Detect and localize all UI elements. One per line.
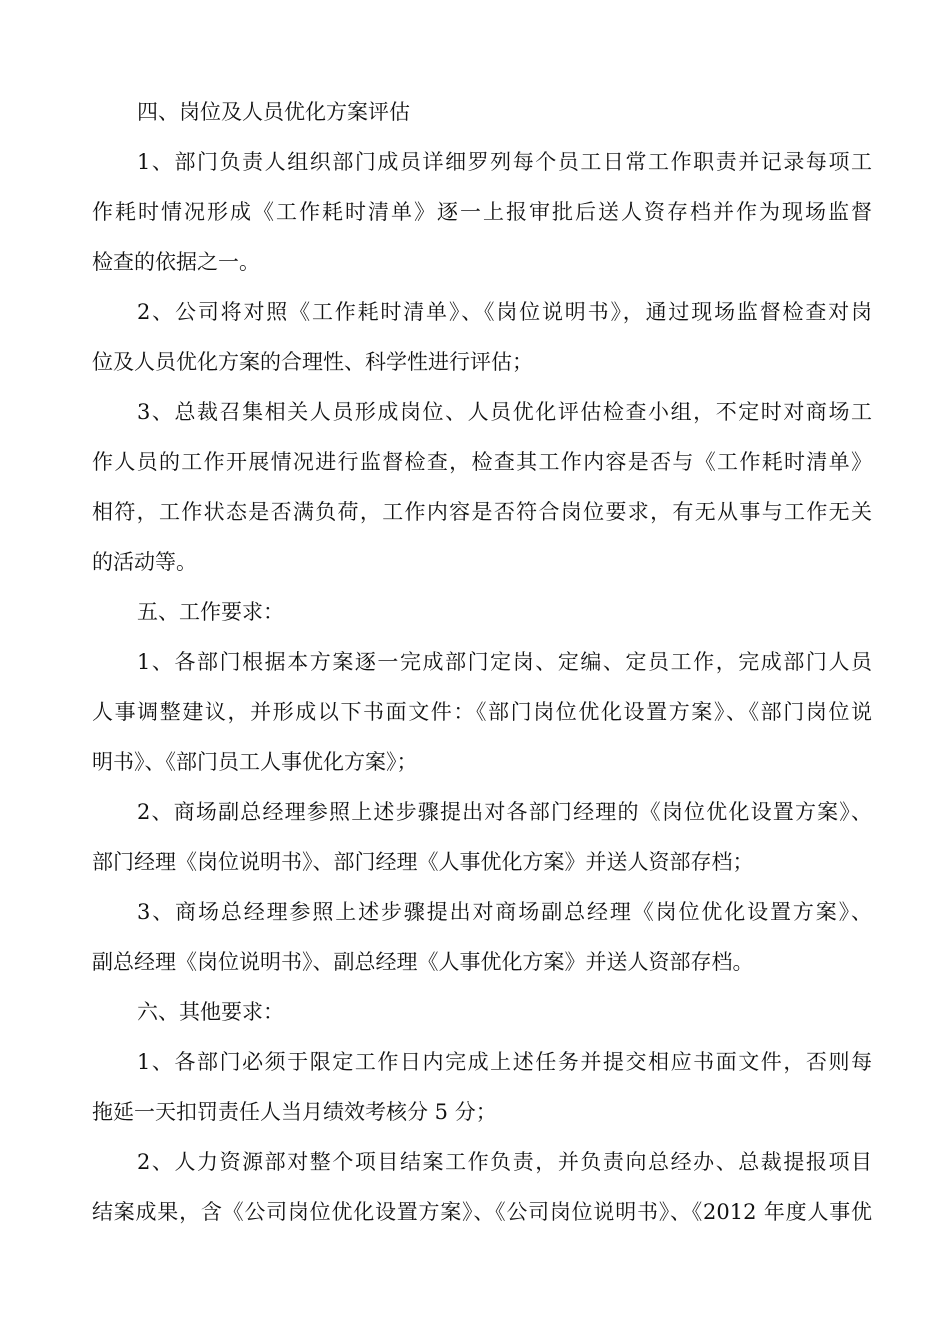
section-heading-5: 五、工作要求： <box>137 600 284 624</box>
paragraph-line: 人事调整建议，并形成以下书面文件：《部门岗位优化设置方案》、《部门岗位说 <box>92 700 872 724</box>
paragraph-line: 3、商场总经理参照上述步骤提出对商场副总经理《岗位优化设置方案》、 <box>137 900 872 924</box>
paragraph-line: 明书》、《部门员工人事优化方案》； <box>92 750 418 774</box>
section-heading-4: 四、岗位及人员优化方案评估 <box>137 100 410 124</box>
paragraph-line: 结案成果，含《公司岗位优化设置方案》、《公司岗位说明书》、《2012 年度人事优 <box>92 1200 872 1224</box>
paragraph-line: 相符，工作状态是否满负荷，工作内容是否符合岗位要求，有无从事与工作无关 <box>92 500 872 524</box>
paragraph-line: 检查的依据之一。 <box>92 250 260 274</box>
paragraph-line: 的活动等。 <box>92 550 197 574</box>
paragraph-line: 3、总裁召集相关人员形成岗位、人员优化评估检查小组，不定时对商场工 <box>137 400 872 424</box>
paragraph-line: 2、人力资源部对整个项目结案工作负责，并负责向总经办、总裁提报项目 <box>137 1150 872 1174</box>
paragraph-line: 1、部门负责人组织部门成员详细罗列每个员工日常工作职责并记录每项工 <box>137 150 872 174</box>
paragraph-line: 位及人员优化方案的合理性、科学性进行评估； <box>92 350 533 374</box>
paragraph-line: 作耗时情况形成《工作耗时清单》逐一上报审批后送人资存档并作为现场监督 <box>92 200 872 224</box>
paragraph-line: 作人员的工作开展情况进行监督检查，检查其工作内容是否与《工作耗时清单》 <box>92 450 872 474</box>
paragraph-line: 1、各部门必须于限定工作日内完成上述任务并提交相应书面文件，否则每 <box>137 1050 872 1074</box>
section-heading-6: 六、其他要求： <box>137 1000 284 1024</box>
paragraph-line: 1、各部门根据本方案逐一完成部门定岗、定编、定员工作，完成部门人员 <box>137 650 872 674</box>
paragraph-line: 拖延一天扣罚责任人当月绩效考核分 5 分； <box>92 1100 497 1124</box>
paragraph-line: 2、商场副总经理参照上述步骤提出对各部门经理的《岗位优化设置方案》、 <box>137 800 872 824</box>
paragraph-line: 部门经理《岗位说明书》、部门经理《人事优化方案》并送人资部存档； <box>92 850 754 874</box>
paragraph-line: 2、公司将对照《工作耗时清单》、《岗位说明书》，通过现场监督检查对岗 <box>137 300 872 324</box>
paragraph-line: 副总经理《岗位说明书》、副总经理《人事优化方案》并送人资部存档。 <box>92 950 754 974</box>
